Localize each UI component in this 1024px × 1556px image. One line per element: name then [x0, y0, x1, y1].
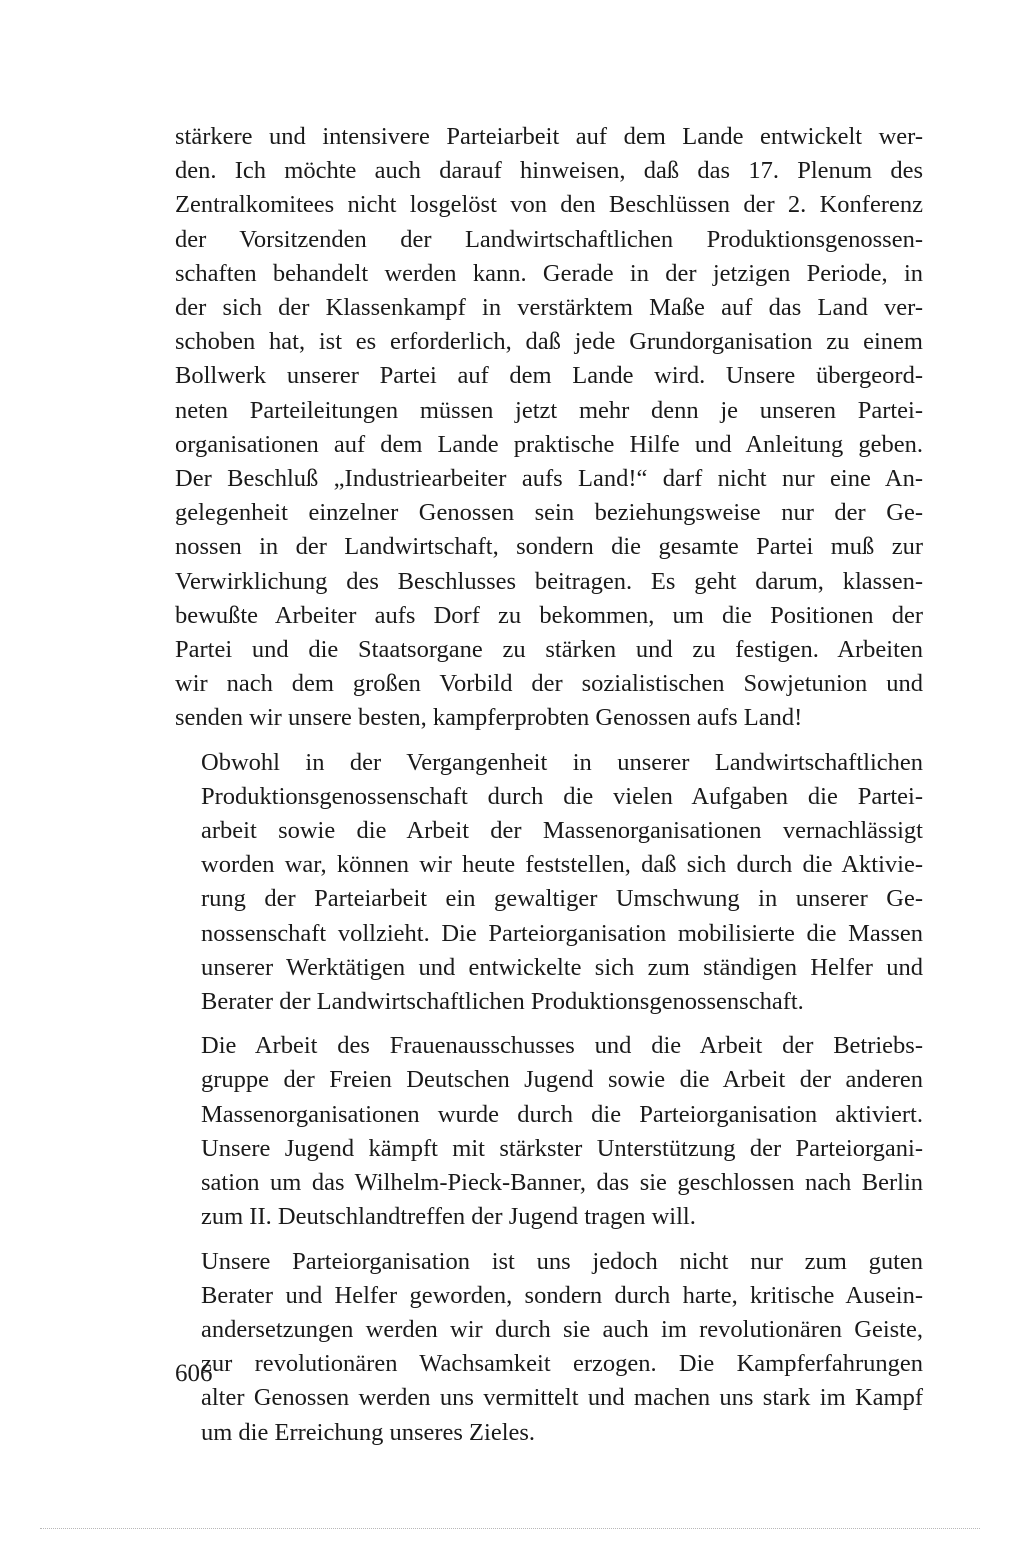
- text-line: Verwirklichung des Beschlusses beitragen. Es geht darum, klassen-: [175, 567, 923, 595]
- text-line: Zentralkomitees nicht losgelöst von den Beschlüssen der 2. Konferenz: [175, 191, 923, 219]
- text-line: nossen in der Landwirtschaft, sondern die gesamte Partei muß zur: [175, 533, 923, 561]
- paragraph: [175, 746, 923, 1020]
- text-line: Obwohl in der Vergangenheit in unserer Landwirtschaftlichen: [201, 748, 923, 776]
- text-line: sation um das Wilhelm-Pieck-Banner, das sie geschlossen nach Berlin: [201, 1169, 923, 1197]
- text-line: zum II. Deutschlandtreffen der Jugend tragen will.: [201, 1203, 696, 1231]
- text-line: wir nach dem großen Vorbild der sozialistischen Sowjetunion und: [175, 670, 923, 698]
- text-line: Bollwerk unserer Partei auf dem Lande wird. Unsere übergeord-: [175, 362, 923, 390]
- text-line: der Vorsitzenden der Landwirtschaftlichen Produktionsgenossen-: [175, 225, 923, 253]
- text-line: worden war, können wir heute feststellen, daß sich durch die Aktivie-: [201, 851, 923, 879]
- text-line: um die Erreichung unseres Zieles.: [201, 1418, 536, 1446]
- bottom-edge-rule: [40, 1528, 980, 1529]
- text-line: Der Beschluß „Industriearbeiter aufs Land!“ darf nicht nur eine An-: [175, 465, 923, 493]
- text-line: unserer Werktätigen und entwickelte sich zum ständigen Helfer und: [201, 953, 923, 981]
- text-line: der sich der Klassenkampf in verstärktem Maße auf das Land ver-: [175, 294, 923, 322]
- text-line: rung der Parteiarbeit ein gewaltiger Umschwung in unserer Ge-: [201, 885, 923, 913]
- text-line: Partei und die Staatsorgane zu stärken und zu festigen. Arbeiten: [175, 636, 923, 664]
- text-line: schoben hat, ist es erforderlich, daß jede Grundorganisation zu einem: [175, 328, 923, 356]
- text-line: senden wir unsere besten, kampferprobten Genossen aufs Land!: [175, 704, 803, 732]
- text-line: organisationen auf dem Lande praktische Hilfe und Anleitung geben.: [175, 430, 923, 458]
- paragraph: [175, 120, 923, 736]
- paragraph: [175, 1245, 923, 1450]
- text-line: den. Ich möchte auch darauf hinweisen, daß das 17. Plenum des: [175, 157, 923, 185]
- text-line: Massenorganisationen wurde durch die Parteiorganisation aktiviert.: [201, 1100, 923, 1128]
- text-line: schaften behandelt werden kann. Gerade in der jetzigen Periode, in: [175, 259, 923, 287]
- text-line: stärkere und intensivere Parteiarbeit auf dem Lande entwickelt wer-: [175, 123, 923, 150]
- text-line: andersetzungen werden wir durch sie auch im revolutionären Geiste,: [201, 1315, 923, 1343]
- page-number: 606: [175, 1360, 213, 1387]
- text-line: alter Genossen werden uns vermittelt und machen uns stark im Kampf: [201, 1384, 923, 1412]
- body-text: [175, 120, 923, 1460]
- text-line: Berater und Helfer geworden, sondern durch harte, kritische Ausein-: [201, 1281, 923, 1309]
- text-line: Unsere Parteiorganisation ist uns jedoch nicht nur zum guten: [201, 1247, 923, 1275]
- text-line: nossenschaft vollzieht. Die Parteiorganisation mobilisierte die Massen: [201, 919, 923, 947]
- text-line: bewußte Arbeiter aufs Dorf zu bekommen, um die Positionen der: [175, 601, 923, 629]
- text-line: gelegenheit einzelner Genossen sein beziehungsweise nur der Ge-: [175, 499, 923, 527]
- text-line: Die Arbeit des Frauenausschusses und die Arbeit der Betriebs-: [201, 1032, 923, 1060]
- text-line: Unsere Jugend kämpft mit stärkster Unterstützung der Parteiorgani-: [201, 1134, 923, 1162]
- text-line: Produktionsgenossenschaft durch die vielen Aufgaben die Partei-: [201, 782, 923, 810]
- text-line: neten Parteileitungen müssen jetzt mehr denn je unseren Partei-: [175, 396, 923, 424]
- text-line: zur revolutionären Wachsamkeit erzogen. Die Kampferfahrungen: [201, 1350, 923, 1378]
- text-line: gruppe der Freien Deutschen Jugend sowie die Arbeit der anderen: [201, 1066, 923, 1094]
- paragraph: [175, 1029, 923, 1234]
- text-line: Berater der Landwirtschaftlichen Produktionsgenossenschaft.: [201, 988, 804, 1016]
- text-line: arbeit sowie die Arbeit der Massenorganisationen vernachlässigt: [201, 817, 923, 845]
